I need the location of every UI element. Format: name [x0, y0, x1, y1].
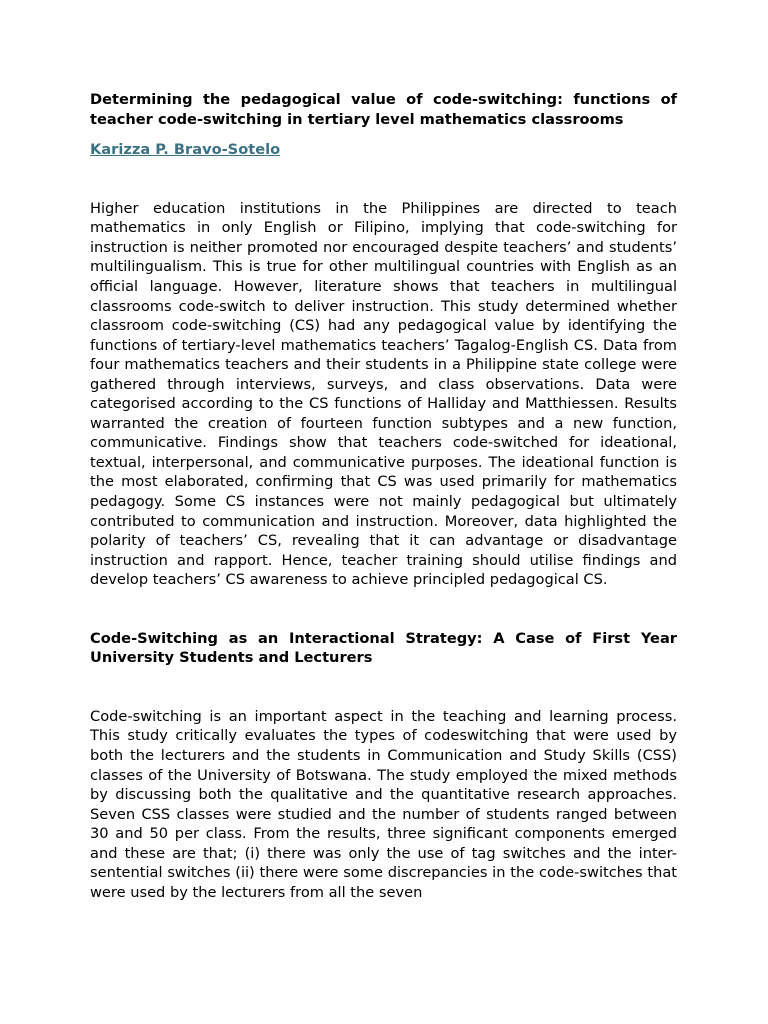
- article-1-author-link[interactable]: Karizza P. Bravo-Sotelo: [90, 141, 281, 159]
- document-page: [90, 90, 677, 902]
- article-2-abstract: Code-switching is an important aspect in the teaching and learning process. This study critically evaluates the types of codeswitching that were used by both the lecturers and the students in Communication and Study Skills (CSS) classes of the University of Botswana. The study employed the mixed methods by discussing both the qualitative and the quantitative research approaches. Seven CSS classes were studied and the number of students ranged between 30 and 50 per class. From the results, three significant components emerged and these are that; (i) there was only the use of tag switches and the inter-sentential switches (ii) there were some discrepancies in the code-switches that were used by the lecturers from all the seven: [90, 707, 677, 901]
- article-1-title: Determining the pedagogical value of code-switching: functions of teacher code-switching in tertiary level mathematics classrooms: [90, 91, 677, 128]
- article-2-title: Code-Switching as an Interactional Strategy: A Case of First Year University Students and Lecturers: [90, 629, 677, 667]
- article-1-abstract: Higher education institutions in the Philippines are directed to teach mathematics in only English or Filipino, implying that code-switching for instruction is neither promoted nor encouraged despite teachers’ and students’ multilingualism. This is true for other multilingual countries with English as an official language. However, literature shows that teachers in multilingual classrooms code-switch to deliver instruction. This study determined whether classroom code-switching (CS) had any pedagogical value by identifying the functions of tertiary-level mathematics teachers’ Tagalog-English CS. Data from four mathematics teachers and their students in a Philippine state college were gathered through interviews, surveys, and class observations. Data were categorised according to the CS functions of Halliday and Matthiessen. Results warranted the creation of fourteen function subtypes and a new function, communicative. Findings show that teachers code-switched for ideational, textual, interpersonal, and communicative purposes. The ideational function is the most elaborated, confirming that CS was used primarily for mathematics pedagogy. Some CS instances were not mainly pedagogical but ultimately contributed to communication and instruction. Moreover, data highlighted the polarity of teachers’ CS, revealing that it can advantage or disadvantage instruction and rapport. Hence, teacher training should utilise findings and develop teachers’ CS awareness to achieve principled pedagogical CS.: [90, 199, 677, 589]
